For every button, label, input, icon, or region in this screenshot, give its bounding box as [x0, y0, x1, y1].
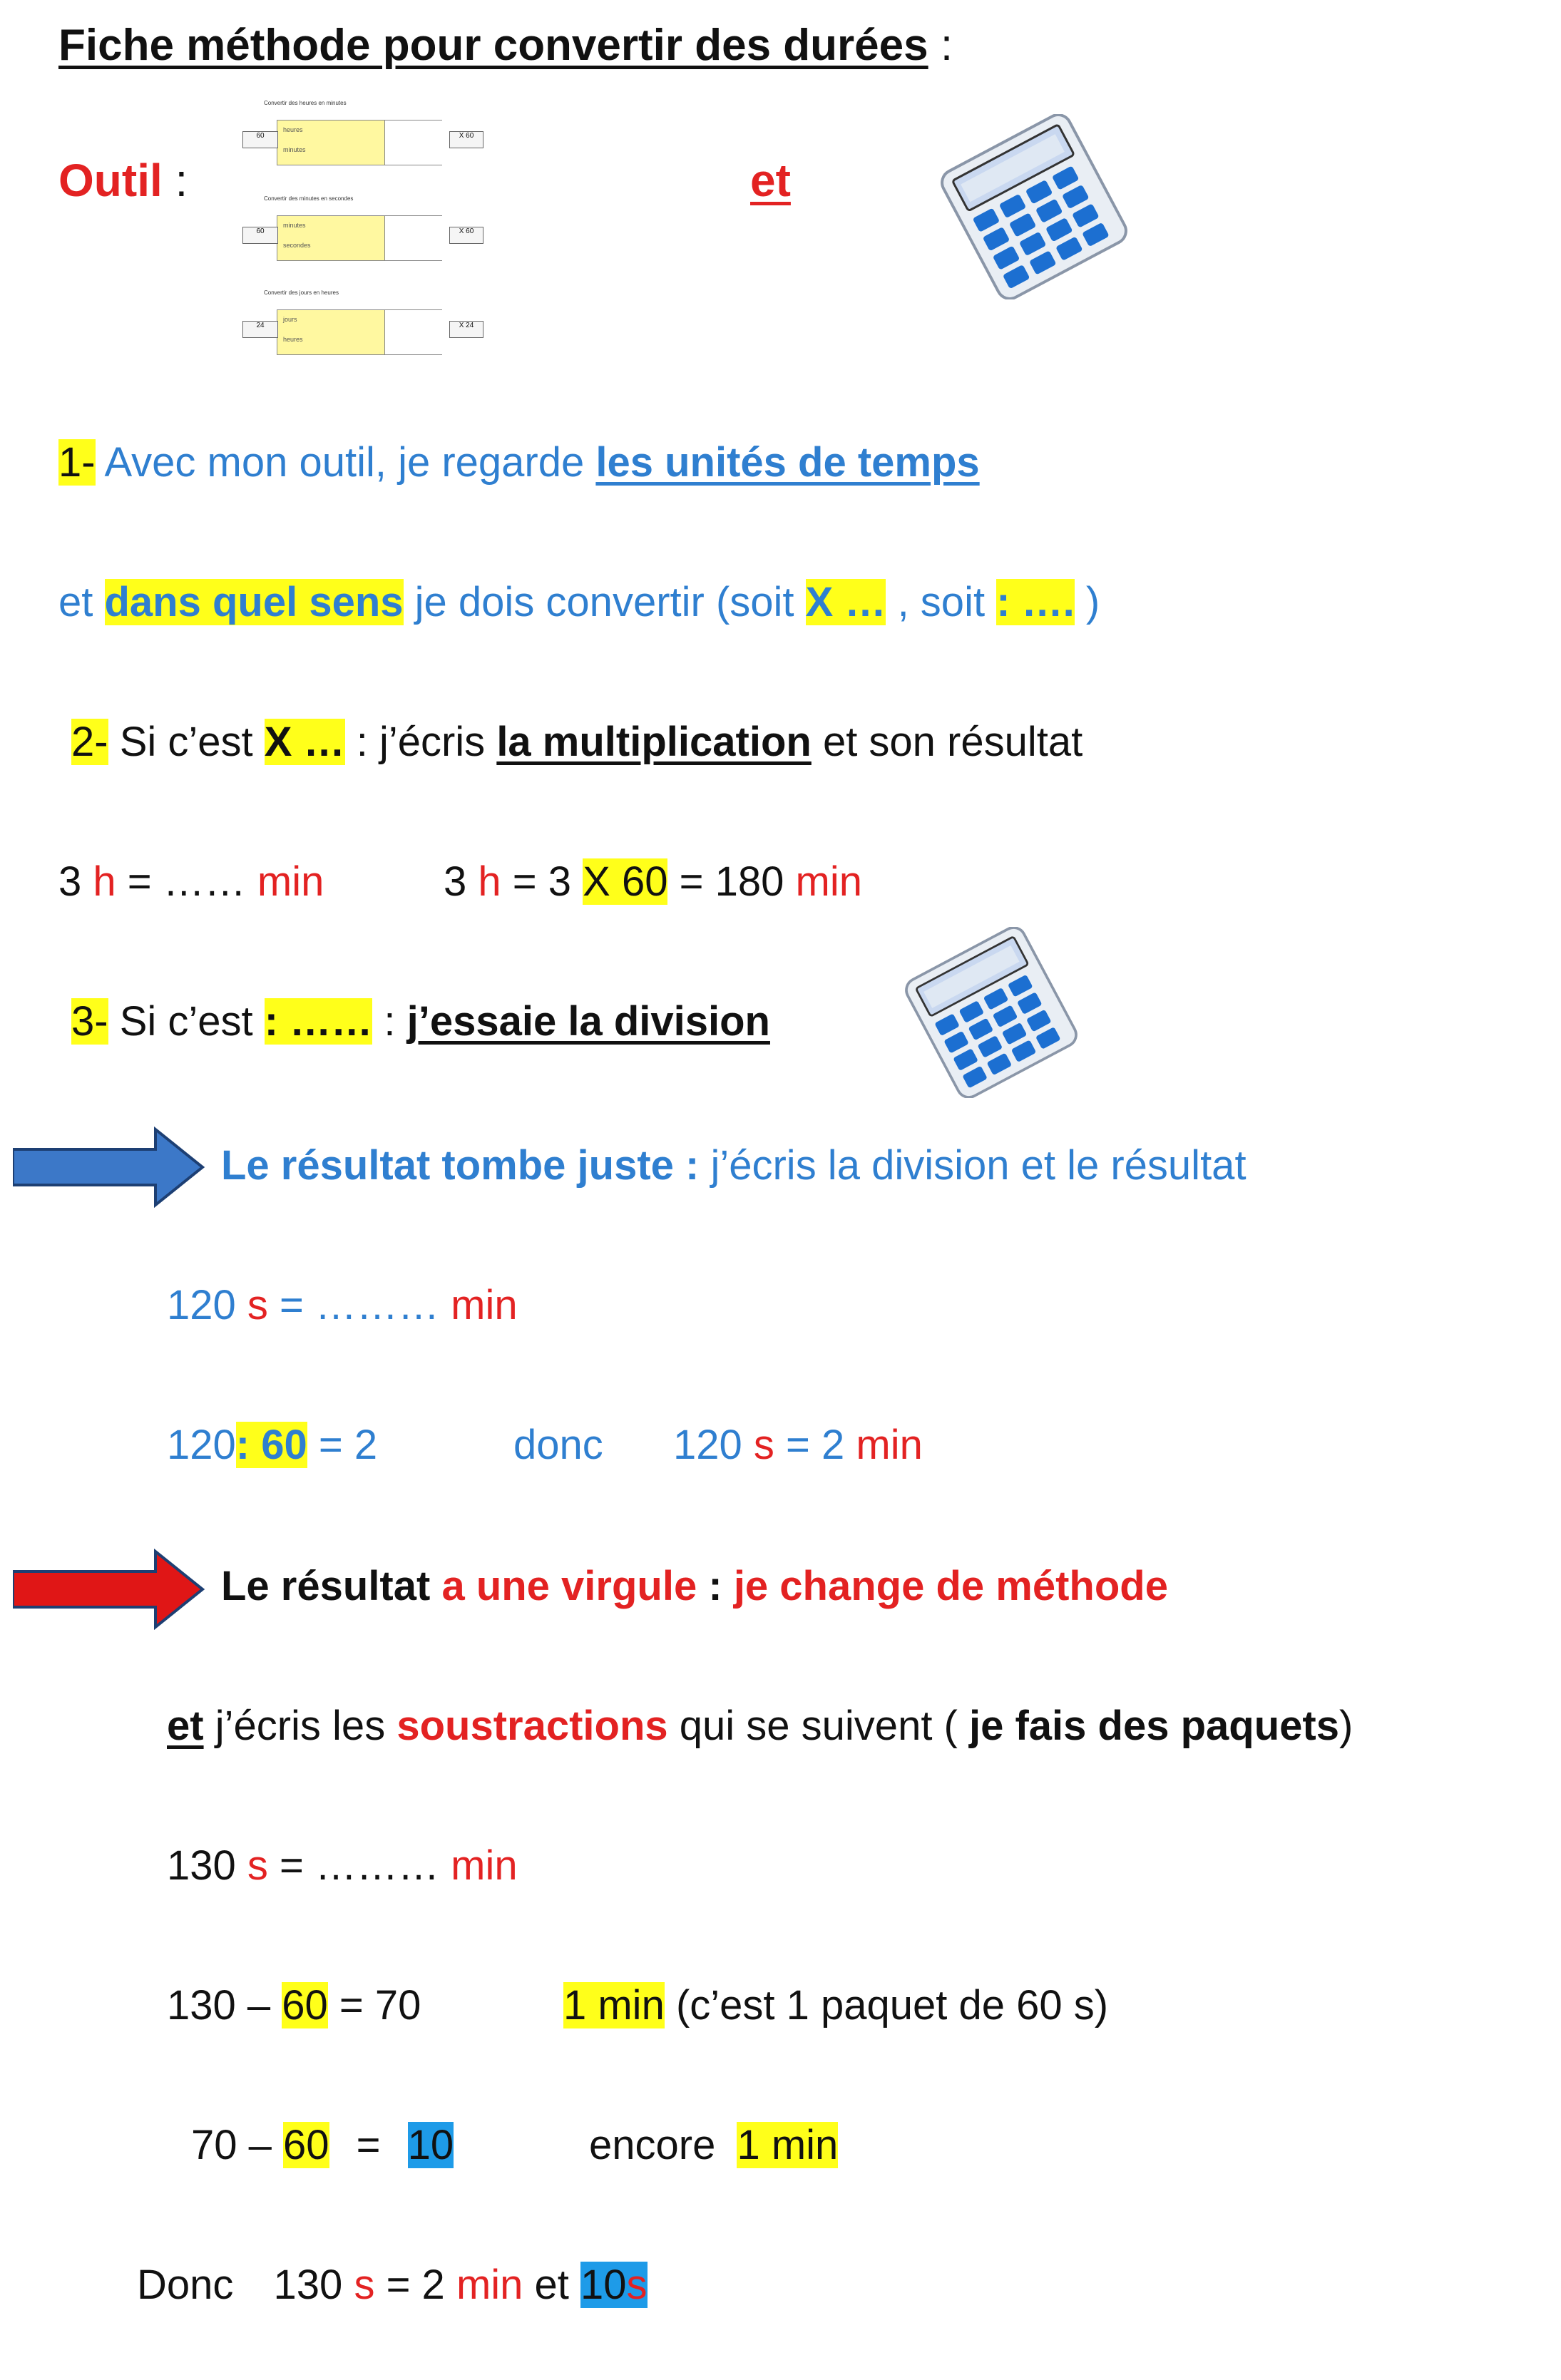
step2-result: et son résultat	[822, 719, 1083, 765]
title-text: Fiche méthode pour convertir des durées	[58, 21, 928, 70]
case1-bold: Le résultat tombe juste :	[221, 1142, 700, 1189]
case2-soustractions: soustractions	[396, 1703, 668, 1749]
case2-donc: Donc	[137, 2262, 234, 2308]
case2-fin-min: min	[456, 2262, 523, 2308]
table-value-column	[384, 120, 442, 165]
case2-bold2: :	[708, 1563, 722, 1609]
step1-close: )	[1085, 579, 1100, 625]
case2-sub1	[167, 1981, 421, 2031]
step2-multiplication: la multiplication	[496, 719, 812, 765]
ex1-eq2: = 3	[512, 858, 572, 905]
case2-red2: je change de méthode	[733, 1563, 1168, 1609]
case1-ex-s: s	[247, 1282, 268, 1328]
case2-sub1-note-text: (c’est 1 paquet de 60 s)	[675, 1982, 1109, 2028]
table-operation-box: X 60	[449, 227, 483, 244]
case1-rest: j’écris la division et le résultat	[710, 1142, 1247, 1189]
step2-mult: X …	[264, 719, 345, 765]
page-title	[58, 20, 953, 71]
step3-si: Si c’est	[119, 998, 253, 1045]
table-strip	[277, 309, 442, 355]
case2-heading	[221, 1561, 1168, 1611]
case1-calc-a: 120	[167, 1422, 236, 1468]
table-left-box: 60	[242, 131, 278, 148]
ex1-x60: X 60	[583, 858, 668, 905]
case2-sub1-60: 60	[282, 1982, 328, 2028]
table-operation-box: X 60	[449, 131, 483, 148]
table-strip	[277, 215, 442, 261]
step2-line	[71, 717, 1083, 767]
outil-et-text: et	[750, 155, 791, 206]
blue-arrow-icon	[13, 1127, 205, 1211]
outil-label-line	[58, 155, 188, 205]
case2-fin-a: 130	[273, 2262, 343, 2308]
case2-sub2-10: 10	[407, 2122, 454, 2168]
table-row-label: heures	[283, 126, 303, 133]
example-hours-solution	[444, 857, 862, 907]
case1-calc-div: : 60	[235, 1422, 307, 1468]
case1-res-s: s	[753, 1422, 774, 1468]
case1-res-a: 120	[673, 1422, 742, 1468]
outil-et	[750, 155, 791, 205]
outil-label: Outil	[58, 155, 163, 206]
step1-div: : ….	[996, 579, 1075, 625]
case2-line2b: qui se suivent (	[679, 1703, 958, 1749]
case1-ex-min: min	[451, 1282, 518, 1328]
case2-fin-et: et	[534, 2262, 569, 2308]
table-caption: Convertir des minutes en secondes	[264, 195, 354, 202]
case2-sub2-60: 60	[283, 2122, 329, 2168]
step1-text: Avec mon outil, je regarde	[104, 439, 585, 486]
case1-ex-a: 120	[167, 1282, 236, 1328]
case2-et: et	[167, 1703, 204, 1749]
ex1-h: h	[93, 858, 116, 905]
case2-bold1: Le résultat	[221, 1563, 431, 1609]
step1-et: et	[58, 579, 93, 625]
case2-sub2-eq: =	[356, 2122, 381, 2168]
table-value-column	[384, 310, 442, 354]
case2-sub2-min: 1 min	[737, 2122, 839, 2168]
case2-ex-eq: = ………	[280, 1842, 451, 1889]
table-strip	[277, 120, 442, 165]
step3-colon: :	[384, 998, 396, 1045]
case2-conclusion	[137, 2260, 648, 2310]
case2-sub1-min: 1 min	[563, 1982, 665, 2028]
case1-calc	[167, 1420, 377, 1470]
case2-ex-min: min	[451, 1842, 518, 1889]
case2-red1: a une virgule	[441, 1563, 697, 1609]
case2-sub2-a: 70 –	[191, 2122, 272, 2168]
step1-units: les unités de temps	[595, 439, 980, 486]
ex1-min2: min	[795, 858, 862, 905]
case2-sub2	[191, 2120, 454, 2170]
table-row-label: jours	[283, 316, 297, 323]
case2-fin-eq: = 2	[386, 2262, 445, 2308]
case2-encore-text: encore	[589, 2122, 716, 2168]
table-row-label: secondes	[283, 242, 311, 249]
case1-ex-eq: = ………	[280, 1282, 451, 1328]
ex1-h2: h	[478, 858, 501, 905]
ex1-a: 3	[58, 858, 82, 905]
ex1-min: min	[257, 858, 324, 905]
case1-res-eq: = 2	[786, 1422, 845, 1468]
ex1-eq: = ……	[127, 858, 257, 905]
case1-example	[167, 1281, 518, 1330]
ex1-eq3: = 180	[679, 858, 784, 905]
case2-example	[167, 1841, 518, 1891]
case2-fin-s: s	[354, 2262, 375, 2308]
example-hours	[58, 857, 324, 907]
case2-fin-10: 10	[580, 2262, 627, 2308]
case2-line2	[167, 1701, 1353, 1751]
calculator-icon	[927, 114, 1141, 303]
case1-res-min: min	[856, 1422, 923, 1468]
table-operation-box: X 24	[449, 321, 483, 338]
step2-number: 2-	[71, 719, 108, 765]
case1-heading	[221, 1141, 1247, 1191]
step1-convert-text: je dois convertir (soit	[414, 579, 794, 625]
case2-ex-s: s	[247, 1842, 268, 1889]
title-colon: :	[940, 21, 953, 70]
step2-jecris: : j’écris	[356, 719, 486, 765]
case2-fin-s2: s	[626, 2262, 648, 2308]
case2-sub1-a: 130 –	[167, 1982, 271, 2028]
step1-mult: X …	[805, 579, 886, 625]
table-row-label: heures	[283, 336, 303, 343]
case1-result	[673, 1420, 923, 1470]
table-caption: Convertir des jours en heures	[264, 289, 339, 296]
step3-div: : ……	[264, 998, 373, 1045]
step1-line1	[58, 438, 980, 488]
step3-essai: j’essaie la division	[406, 998, 770, 1045]
table-row-label: minutes	[283, 146, 306, 153]
step1-line2	[58, 578, 1100, 627]
step1-sens: dans quel sens	[104, 579, 404, 625]
case2-sub1-eq: = 70	[339, 1982, 421, 2028]
table-left-box: 24	[242, 321, 278, 338]
case2-paquets: je fais des paquets	[969, 1703, 1339, 1749]
case2-line2a: j’écris les	[215, 1703, 386, 1749]
case2-fin-10s	[580, 2262, 648, 2308]
step3-number: 3-	[71, 998, 108, 1045]
case2-encore	[589, 2120, 838, 2170]
table-caption: Convertir des heures en minutes	[264, 100, 347, 106]
step1-soit: , soit	[897, 579, 986, 625]
table-row-label: minutes	[283, 222, 306, 229]
step2-si: Si c’est	[119, 719, 253, 765]
ex1-b: 3	[444, 858, 467, 905]
calculator-icon	[891, 927, 1091, 1102]
case1-donc: donc	[513, 1422, 603, 1468]
step3-line	[71, 997, 770, 1047]
step1-number: 1-	[58, 439, 96, 486]
case2-line2c: )	[1339, 1703, 1353, 1749]
case2-sub1-note	[563, 1981, 1108, 2031]
table-value-column	[384, 216, 442, 260]
outil-colon: :	[175, 155, 188, 206]
table-left-box: 60	[242, 227, 278, 244]
case1-calc-eq: = 2	[318, 1422, 378, 1468]
case2-ex-a: 130	[167, 1842, 236, 1889]
red-arrow-icon	[13, 1549, 205, 1633]
